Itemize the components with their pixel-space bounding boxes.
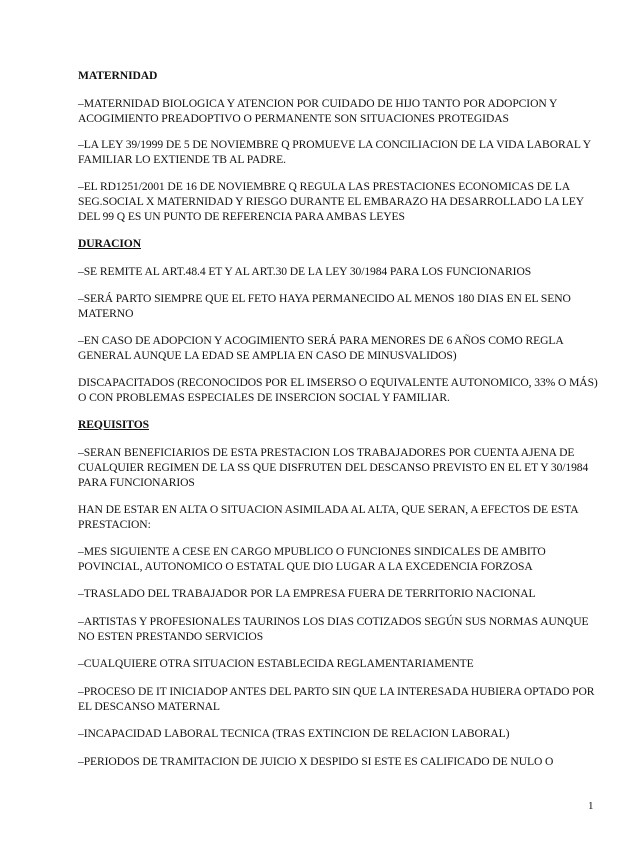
paragraph: –INCAPACIDAD LABORAL TECNICA (TRAS EXTINCION DE RELACION LABORAL) [78,727,510,740]
heading-duracion: DURACION [78,237,141,250]
heading-requisitos: REQUISITOS [78,418,149,431]
paragraph: –EN CASO DE ADOPCION Y ACOGIMIENTO SERÁ PARA MENORES DE 6 AÑOS COMO REGLA GENERAL AUNQUE LA EDAD SE AMPLIA EN CASO DE MINUSVALIDOS) [78,334,563,362]
heading-maternidad: MATERNIDAD [78,69,158,82]
paragraph: –ARTISTAS Y PROFESIONALES TAURINOS LOS DIAS COTIZADOS SEGÚN SUS NORMAS AUNQUE NO ESTEN PRESTANDO SERVICIOS [78,615,589,643]
paragraph: –EL RD1251/2001 DE 16 DE NOVIEMBRE Q REGULA LAS PRESTACIONES ECONOMICAS DE LA SEG.SOCIAL X MATERNIDAD Y RIESGO DURANTE EL EMBARAZO HA DESARROLLADO LA LEY DEL 99 Q ES UN PUNTO DE REFERENCIA PARA AMBAS LEYES [78,180,584,223]
paragraph: –MES SIGUIENTE A CESE EN CARGO MPUBLICO O FUNCIONES SINDICALES DE AMBITO POVINCIAL, AUTONOMICO O ESTATAL QUE DIO LUGAR A LA EXCEDENCIA FORZOSA [78,545,546,573]
paragraph: –SE REMITE AL ART.48.4 ET Y AL ART.30 DE LA LEY 30/1984 PARA LOS FUNCIONARIOS [78,265,532,278]
paragraph: HAN DE ESTAR EN ALTA O SITUACION ASIMILADA AL ALTA, QUE SERAN, A EFECTOS DE ESTA PRESTACION: [78,503,578,531]
paragraph: –PROCESO DE IT INICIADOP ANTES DEL PARTO SIN QUE LA INTERESADA HUBIERA OPTADO POR EL DESCANSO MATERNAL [78,685,595,713]
paragraph: –TRASLADO DEL TRABAJADOR POR LA EMPRESA FUERA DE TERRITORIO NACIONAL [78,587,536,600]
paragraph: –SERÁ PARTO SIEMPRE QUE EL FETO HAYA PERMANECIDO AL MENOS 180 DIAS EN EL SENO MATERNO [78,292,571,320]
paragraph: –PERIODOS DE TRAMITACION DE JUICIO X DESPIDO SI ESTE ES CALIFICADO DE NULO O [78,755,554,768]
page-number: 1 [588,800,594,812]
paragraph: –MATERNIDAD BIOLOGICA Y ATENCION POR CUIDADO DE HIJO TANTO POR ADOPCION Y ACOGIMIENTO PREADOPTIVO O PERMANENTE SON SITUACIONES PROTEGIDAS [78,97,557,125]
paragraph: –LA LEY 39/1999 DE 5 DE NOVIEMBRE Q PROMUEVE LA CONCILIACION DE LA VIDA LABORAL Y FAMILIAR LO EXTIENDE TB AL PADRE. [78,138,591,166]
paragraph: –SERAN BENEFICIARIOS DE ESTA PRESTACION LOS TRABAJADORES POR CUENTA AJENA DE CUALQUIER REGIMEN DE LA SS QUE DISFRUTEN DEL DESCANSO PREVISTO EN EL ET Y 30/1984 PARA FUNCIONARIOS [78,446,589,489]
paragraph: DISCAPACITADOS (RECONOCIDOS POR EL IMSERSO O EQUIVALENTE AUTONOMICO, 33% O MÁS) O CON PROBLEMAS ESPECIALES DE INSERCION SOCIAL Y FAMILIAR. [78,376,598,404]
paragraph: –CUALQUIERE OTRA SITUACION ESTABLECIDA REGLAMENTARIAMENTE [78,657,474,670]
